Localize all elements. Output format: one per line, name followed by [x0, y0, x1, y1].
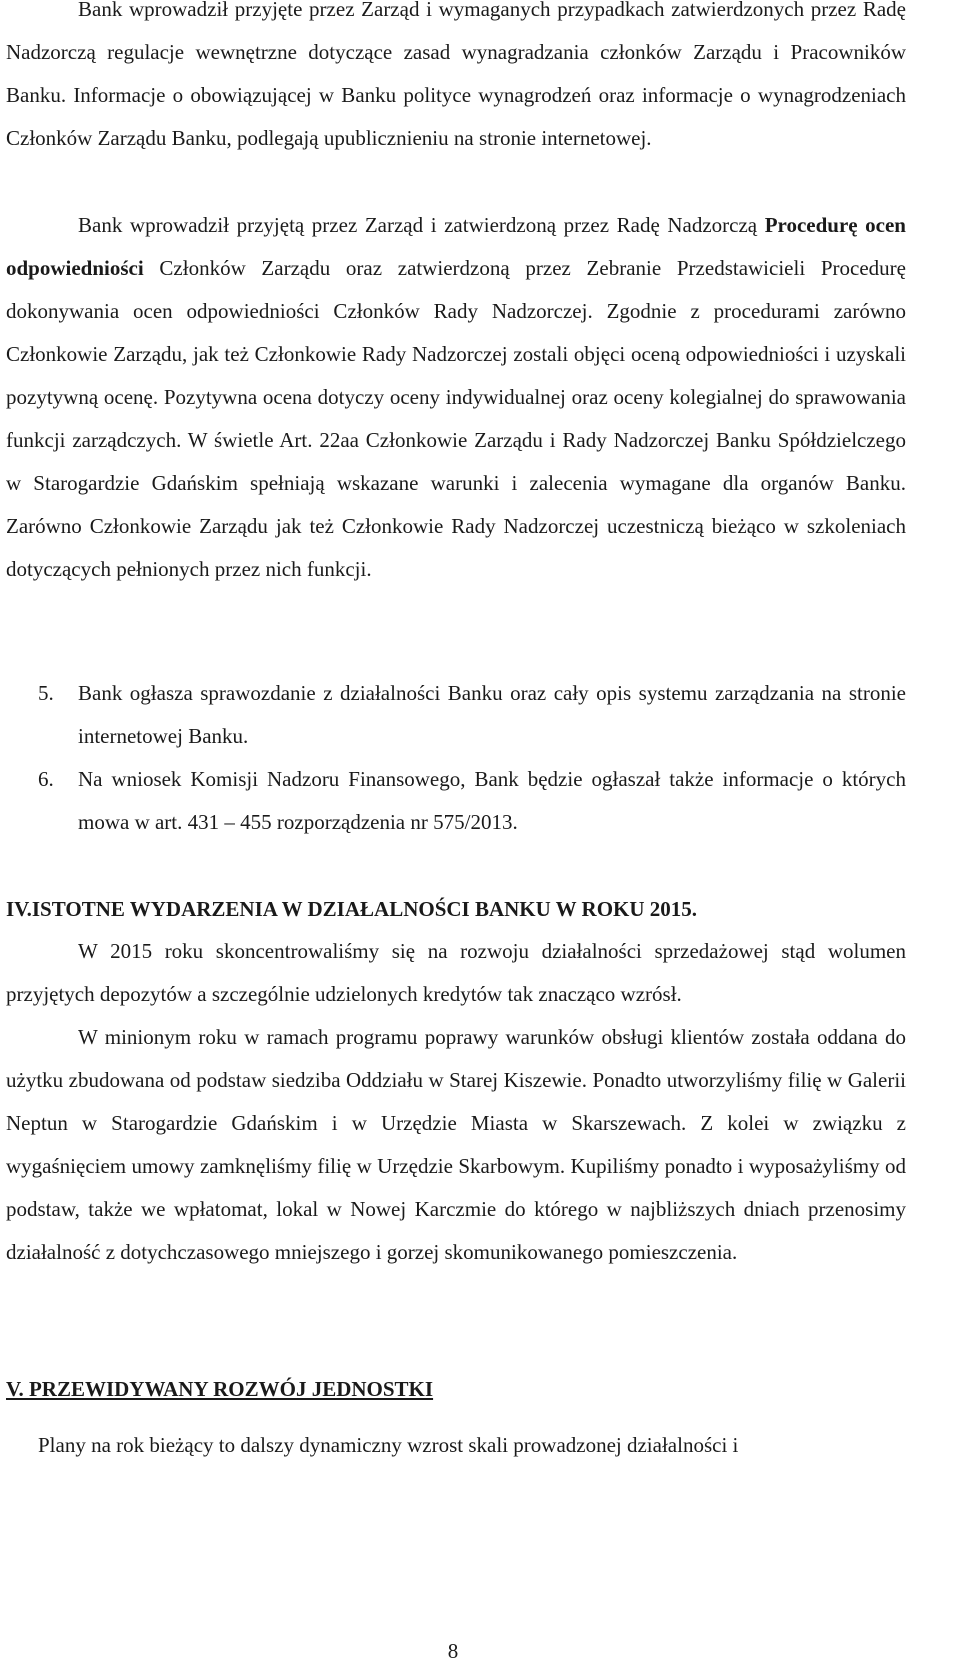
- list-item-text: Bank ogłasza sprawozdanie z działalności Banku oraz cały opis systemu zarządzania na stronie internetowej Banku.: [78, 681, 906, 748]
- paragraph-text: W minionym roku w ramach programu poprawy warunków obsługi klientów została oddana do użytku zbudowana od podstaw siedziba Oddziału w Starej Kiszewie. Ponadto utworzyliśmy filię w Galerii Neptun w Starogardzie Gdańskim i w Urzędzie Miasta w Skarszewach. Z kolei w związku z wygaśnięciem umowy zamknęliśmy filię w Urzędzie Skarbowym. Kupiliśmy ponadto i wyposażyliśmy od podstaw, także we wpłatomat, lokal w Nowej Karczmie do którego w najbliższych dniach przenosimy działalność z dotychczasowego mniejszego i gorzej skomunikowanego pomieszczenia.: [6, 1025, 906, 1264]
- paragraph-branch-network: [6, 1016, 906, 1274]
- list-item-text: Na wniosek Komisji Nadzoru Finansowego, Bank będzie ogłaszał także informacje o których mowa w art. 431 – 455 rozporządzenia nr 575/2013.: [78, 767, 906, 834]
- page-number: 8: [447, 1639, 459, 1663]
- paragraph-suitability-assessment: [6, 204, 906, 591]
- paragraph-text: W 2015 roku skoncentrowaliśmy się na rozwoju działalności sprzedażowej stąd wolumen przyjętych depozytów a szczególnie udzielonych kredytów tak znacząco wzrósł.: [6, 939, 906, 1006]
- paragraph-sales-growth: [6, 930, 906, 1016]
- paragraph-text: Bank wprowadził przyjęte przez Zarząd i wymaganych przypadkach zatwierdzonych przez Radę Nadzorczą regulacje wewnętrzne dotyczące zasad wynagradzania członków Zarządu i Pracowników Banku. Informacje o obowiązującej w Banku polityce wynagrodzeń oraz informacje o wynagrodzeniach Członków Zarządu Banku, podlegają upublicznieniu na stronie internetowej.: [6, 0, 906, 150]
- paragraph-text: Bank wprowadził przyjętą przez Zarząd i zatwierdzoną przez Radę Nadzorczą: [78, 213, 765, 237]
- paragraph-plans: [6, 1424, 906, 1467]
- section-heading-text: V. PRZEWIDYWANY ROZWÓJ JEDNOSTKI: [6, 1377, 434, 1401]
- list-item-number: 6.: [38, 767, 54, 791]
- bold-procedure-name: Procedurę ocen odpowiedniości: [6, 213, 906, 280]
- section-heading-text: IV.ISTOTNE WYDARZENIA W DZIAŁALNOŚCI BANKU W ROKU 2015.: [6, 897, 698, 921]
- numbered-list: [6, 672, 906, 844]
- section-iv-heading: [6, 894, 906, 924]
- list-item: [6, 672, 906, 758]
- paragraph-text: Członków Zarządu oraz zatwierdzoną przez Zebranie Przedstawicieli Procedurę dokonywania ocen odpowiedniości Członków Rady Nadzorczej. Zgodnie z procedurami zarówno Członkowie Zarządu, jak też Członkowie Rady Nadzorczej zostali objęci oceną odpowiedniości i uzyskali pozytywną ocenę. Pozytywna ocena dotyczy oceny indywidualnej oraz oceny kolegialnej do sprawowania funkcji zarządczych. W świetle Art. 22aa Członkowie Zarządu i Rady Nadzorczej Banku Spółdzielczego w Starogardzie Gdańskim spełniają wskazane warunki i zalecenia wymagane dla organów Banku. Zarówno Członkowie Zarządu jak też Członkowie Rady Nadzorczej uczestniczą bieżąco w szkoleniach dotyczących pełnionych przez nich funkcji.: [6, 256, 906, 581]
- paragraph-text: Plany na rok bieżący to dalszy dynamiczny wzrost skali prowadzonej działalności i: [38, 1433, 739, 1457]
- list-item-number: 5.: [38, 681, 54, 705]
- list-item: [6, 758, 906, 844]
- section-v-heading: [6, 1374, 906, 1404]
- paragraph-remuneration-policy: [6, 0, 906, 160]
